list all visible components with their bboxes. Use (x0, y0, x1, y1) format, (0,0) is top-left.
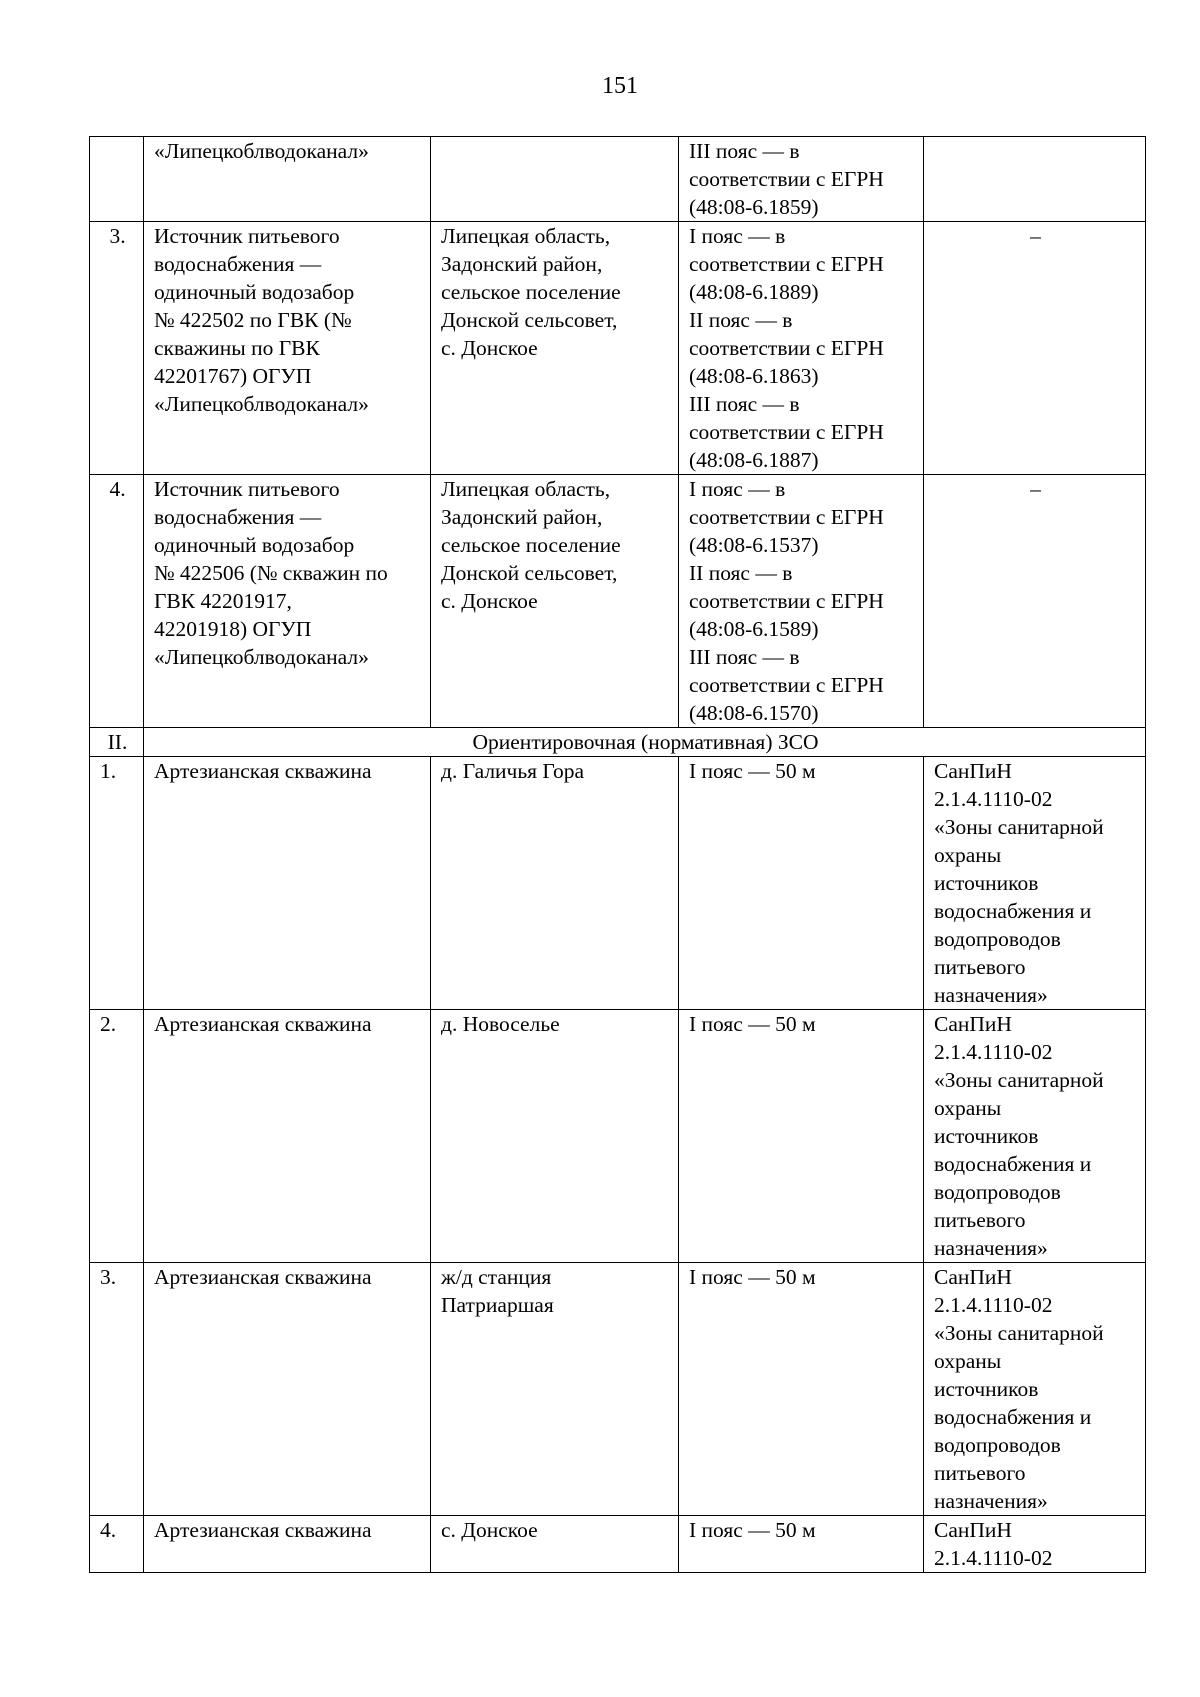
row-number (90, 137, 144, 222)
source-name: Артезианская скважина (144, 757, 431, 1010)
zone-belts: III пояс — в соответствии с ЕГРН (48:08-6.1859) (679, 137, 924, 222)
regulation-note: – (924, 222, 1146, 475)
page-number: 151 (602, 73, 638, 99)
row-number: 4. (90, 475, 144, 728)
source-location: д. Галичья Гора (431, 757, 679, 1010)
source-name: Артезианская скважина (144, 1010, 431, 1263)
row-number: 2. (90, 1010, 144, 1263)
zone-belts: I пояс — 50 м (679, 1010, 924, 1263)
section-header-row (90, 728, 1146, 757)
row-number: 3. (90, 1263, 144, 1516)
regulation-note (924, 137, 1146, 222)
source-name: Источник питьевого водоснабжения — одиночный водозабор № 422506 (№ скважин по ГВК 42201917, 42201918) ОГУП «Липецкоблводоканал» (144, 475, 431, 728)
zone-belts: I пояс — в соответствии с ЕГРН (48:08-6.1537) II пояс — в соответствии с ЕГРН (48:08-6.1589) III пояс — в соответствии с ЕГРН (48:08-6.1570) (679, 475, 924, 728)
row-number: 1. (90, 757, 144, 1010)
zone-belts: I пояс — 50 м (679, 1263, 924, 1516)
zone-belts: I пояс — 50 м (679, 1516, 924, 1573)
source-name: Артезианская скважина (144, 1263, 431, 1516)
source-location: д. Новоселье (431, 1010, 679, 1263)
table-row (90, 475, 1146, 728)
source-location (431, 137, 679, 222)
regulation-note: СанПиН 2.1.4.1110-02 «Зоны санитарной охраны источников водоснабжения и водопроводов питьевого назначения» (924, 757, 1146, 1010)
source-location: ж/д станция Патриаршая (431, 1263, 679, 1516)
table-row (90, 222, 1146, 475)
regulation-note: СанПиН 2.1.4.1110-02 (924, 1516, 1146, 1573)
regulation-note: СанПиН 2.1.4.1110-02 «Зоны санитарной охраны источников водоснабжения и водопроводов питьевого назначения» (924, 1010, 1146, 1263)
source-location: Липецкая область, Задонский район, сельское поселение Донской сельсовет, с. Донское (431, 475, 679, 728)
source-name: Артезианская скважина (144, 1516, 431, 1573)
source-location: с. Донское (431, 1516, 679, 1573)
table-row (90, 757, 1146, 1010)
sanitary-zones-table (89, 136, 1146, 1573)
source-location: Липецкая область, Задонский район, сельское поселение Донской сельсовет, с. Донское (431, 222, 679, 475)
source-name: Источник питьевого водоснабжения — одиночный водозабор № 422502 по ГВК (№ скважины по ГВК 42201767) ОГУП «Липецкоблводоканал» (144, 222, 431, 475)
table-row (90, 137, 1146, 222)
row-number: 3. (90, 222, 144, 475)
zone-belts: I пояс — в соответствии с ЕГРН (48:08-6.1889) II пояс — в соответствии с ЕГРН (48:08-6.1863) III пояс — в соответствии с ЕГРН (48:08-6.1887) (679, 222, 924, 475)
table-row (90, 1516, 1146, 1573)
table-row (90, 1263, 1146, 1516)
row-number: 4. (90, 1516, 144, 1573)
table-row (90, 1010, 1146, 1263)
zone-belts: I пояс — 50 м (679, 757, 924, 1010)
regulation-note: – (924, 475, 1146, 728)
section-title: Ориентировочная (нормативная) ЗСО (144, 728, 1146, 757)
regulation-note: СанПиН 2.1.4.1110-02 «Зоны санитарной охраны источников водоснабжения и водопроводов питьевого назначения» (924, 1263, 1146, 1516)
section-number: II. (90, 728, 144, 757)
source-name: «Липецкоблводоканал» (144, 137, 431, 222)
